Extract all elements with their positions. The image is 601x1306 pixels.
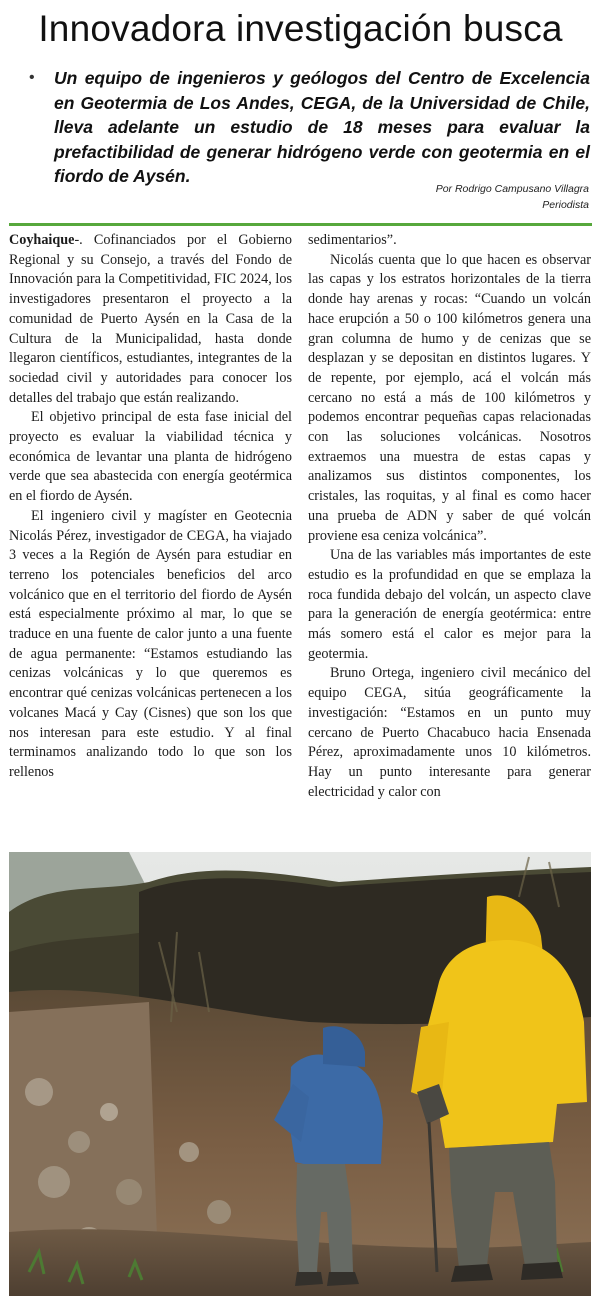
body-paragraph-4: Nicolás cuenta que lo que hacen es observar las capas y los estratos horizontales de la tierra donde hay arenas y rocas: “Cuando un volcán hace erupción a 50 o 100 kilómetros genera una gran columna de humo y de cenizas que se desplazan y se depositan en distintos lugares. Y de repente, por ejemplo, acá el volcán más cercano no está a más de 100 kilómetros y podemos encontrar pequeñas capas relacionadas con las soluciones volcánicas. Nosotros extraemos una muestra de estas capas y analizamos sus distintos componentes, los cristales, las roquitas, y al final es como hacer una prueba de ADN y saber de qué volcán proviene esa ceniza volcánica”. (308, 251, 591, 544)
body-paragraph-1-text: Cofinanciados por el Gobierno Regional y su Consejo, a través del Fondo de Innovación para la Competitividad, FIC 2024, los investigadores presentaron el proyecto a la comunidad de Puerto Aysén en la Casa de la Cultura de la Municipalidad, hasta donde llegaron científicos, estudiantes, integrantes de la sociedad civil y autoridades para conocer los detalles del trabajo que están realizando. (9, 232, 293, 406)
article-lead: Un equipo de ingenieros y geólogos del Centro de Excelencia en Geotermia de Los Andes, CEGA, de la Universidad de Chile, lleva adelante un estudio de 18 meses para evaluar la prefactibilidad de generar hidrógeno verde con geotermia en el fiordo de Aysén. (54, 68, 590, 186)
body-column-left (9, 231, 292, 783)
body-paragraph-1 (9, 231, 292, 408)
body-paragraph-2: El objetivo principal de esta fase inicial del proyecto es evaluar la viabilidad técnica y económica de levantar una planta de hidrógeno verde que sea abastecida con energía geotérmica en el fiordo de Aysén. (9, 409, 292, 505)
dateline-separator: -. (74, 232, 83, 248)
body-column-right (308, 231, 591, 802)
byline-role: Periodista (542, 199, 589, 211)
section-divider (9, 223, 592, 226)
byline (436, 181, 589, 213)
body-paragraph-3: El ingeniero civil y magíster en Geotecnia Nicolás Pérez, investigador de CEGA, ha viajado 3 veces a la Región de Aysén para estudiar en terreno los potenciales beneficios del arco volcánico que en el territorio del fiordo de Aysén está especialmente próximo al mar, lo que se traduce en una fuente de calor junto a una fuente de agua permanente: “Estamos estudiando las cenizas volcánicas y lo que queremos es encontrar qué cenizas volcánicas pertenecen a los volcanes Macá y Cay (Cisnes) que son los que nos interesan para este estudio. Y al final terminamos analizando todo lo que son los rellenos (9, 507, 292, 780)
article-headline: Innovadora investigación busca (38, 8, 563, 49)
body-paragraph-6: Bruno Ortega, ingeniero civil mecánico del equipo CEGA, sitúa geográficamente la investigación: “Estamos en un punto muy cercano de Puerto Chacabuco hacia Ensenada Pérez, aproximadamente unos 10 kilómetros. Hay un punto interesante para generar electricidad y calor con (308, 665, 591, 800)
article-photo (9, 852, 591, 1296)
field-researchers-photo (9, 852, 591, 1296)
dateline: Coyhaique (9, 232, 75, 248)
body-paragraph-3-continued: sedimentarios”. (308, 232, 397, 248)
byline-author: Por Rodrigo Campusano Villagra (435, 183, 589, 195)
body-paragraph-5: Una de las variables más importantes de este estudio es la profundidad en que se emplaza la roca fundida debajo del volcán, un aspecto clave para la generación de energía geotérmica: entre más somero está el calor es mejor para la geotermia. (308, 547, 591, 662)
lead-bullet: • (29, 69, 35, 86)
